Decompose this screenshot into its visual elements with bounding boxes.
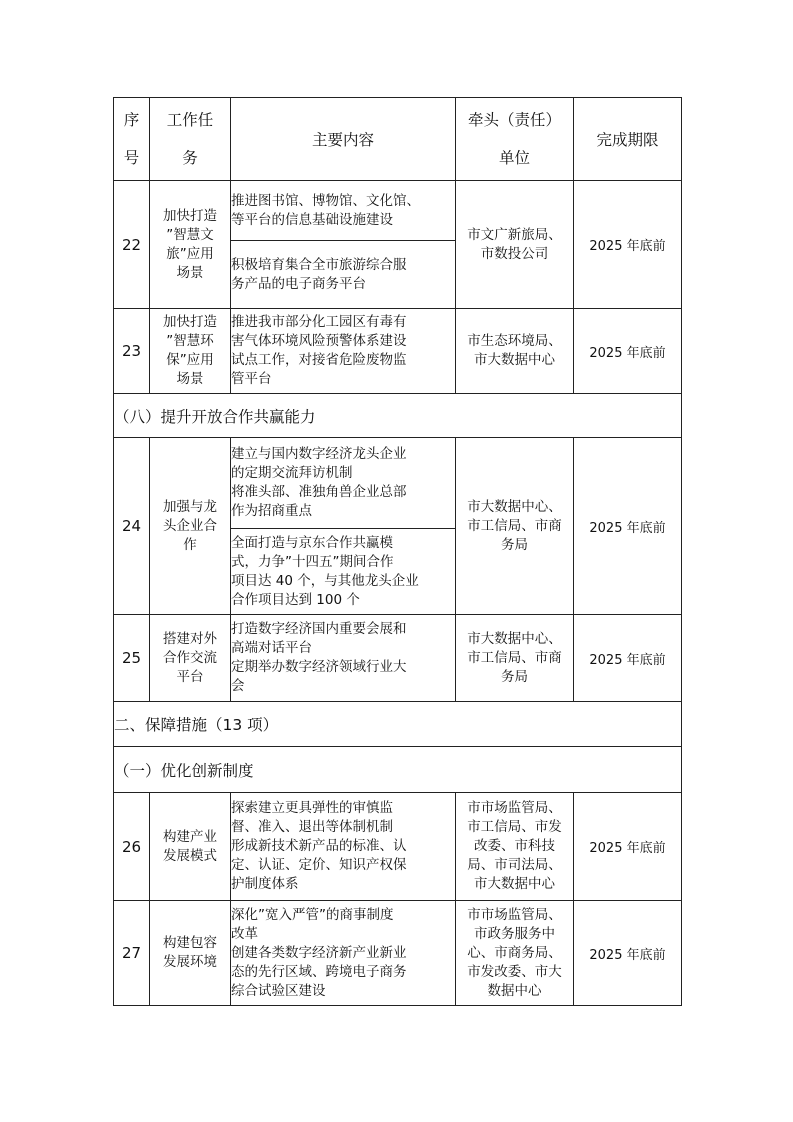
task-table [113, 97, 682, 1006]
row-task: 搭建对外 合作交流 平台 [150, 615, 231, 702]
row-deadline: 2025 年底前 [574, 438, 682, 615]
row-number: 25 [114, 615, 150, 702]
row-content: 推进图书馆、博物馆、文化馆、 等平台的信息基础设施建设 [231, 181, 456, 241]
row-task: 构建产业 发展模式 [150, 793, 231, 901]
table-header [114, 98, 682, 181]
row-content: 全面打造与京东合作共赢模 式，力争”十四五”期间合作 项目达 40 个，与其他龙头企业 合作项目达到 100 个 [231, 529, 456, 615]
table-row [114, 309, 682, 394]
row-unit: 市大数据中心、 市工信局、市商 务局 [456, 615, 574, 702]
section-row [114, 747, 682, 793]
section-row [114, 702, 682, 747]
row-unit: 市生态环境局、 市大数据中心 [456, 309, 574, 394]
row-unit: 市文广新旅局、 市数投公司 [456, 181, 574, 309]
row-content: 打造数字经济国内重要会展和 高端对话平台 定期举办数字经济领域行业大 会 [231, 615, 456, 702]
row-deadline: 2025 年底前 [574, 309, 682, 394]
row-deadline: 2025 年底前 [574, 615, 682, 702]
row-number: 24 [114, 438, 150, 615]
row-task: 加快打造 ”智慧文 旅”应用 场景 [150, 181, 231, 309]
section-title: （八）提升开放合作共赢能力 [114, 394, 682, 438]
row-unit: 市市场监管局、 市工信局、市发 改委、市科技 局、市司法局、 市大数据中心 [456, 793, 574, 901]
row-task: 加快打造 ”智慧环 保”应用 场景 [150, 309, 231, 394]
table-row [114, 438, 682, 529]
section-row [114, 394, 682, 438]
row-content: 推进我市部分化工园区有毒有 害气体环境风险预警体系建设 试点工作，对接省危险废物监 管平台 [231, 309, 456, 394]
row-task: 构建包容 发展环境 [150, 901, 231, 1006]
header-deadline: 完成期限 [574, 98, 682, 181]
table-row [114, 901, 682, 1006]
header-unit: 牵头（责任） 单位 [456, 98, 574, 181]
row-number: 27 [114, 901, 150, 1006]
table-row [114, 615, 682, 702]
header-task: 工作任 务 [150, 98, 231, 181]
section-title: 二、保障措施（13 项） [114, 702, 682, 747]
header-content: 主要内容 [231, 98, 456, 181]
row-deadline: 2025 年底前 [574, 901, 682, 1006]
row-task: 加强与龙 头企业合 作 [150, 438, 231, 615]
row-number: 23 [114, 309, 150, 394]
row-deadline: 2025 年底前 [574, 181, 682, 309]
section-title: （一）优化创新制度 [114, 747, 682, 793]
row-unit: 市大数据中心、 市工信局、市商 务局 [456, 438, 574, 615]
row-unit: 市市场监管局、 市政务服务中 心、市商务局、 市发改委、市大 数据中心 [456, 901, 574, 1006]
row-number: 22 [114, 181, 150, 309]
row-deadline: 2025 年底前 [574, 793, 682, 901]
row-content: 积极培育集合全市旅游综合服 务产品的电子商务平台 [231, 241, 456, 309]
row-content: 深化”宽入严管”的商事制度 改革 创建各类数字经济新产业新业 态的先行区域、跨境电子商务 综合试验区建设 [231, 901, 456, 1006]
row-number: 26 [114, 793, 150, 901]
row-content: 探索建立更具弹性的审慎监 督、准入、退出等体制机制 形成新技术新产品的标准、认 定、认证、定价、知识产权保 护制度体系 [231, 793, 456, 901]
header-seq: 序 号 [114, 98, 150, 181]
table-row [114, 793, 682, 901]
row-content: 建立与国内数字经济龙头企业 的定期交流拜访机制 将准头部、准独角兽企业总部 作为招商重点 [231, 438, 456, 529]
table-row [114, 181, 682, 241]
